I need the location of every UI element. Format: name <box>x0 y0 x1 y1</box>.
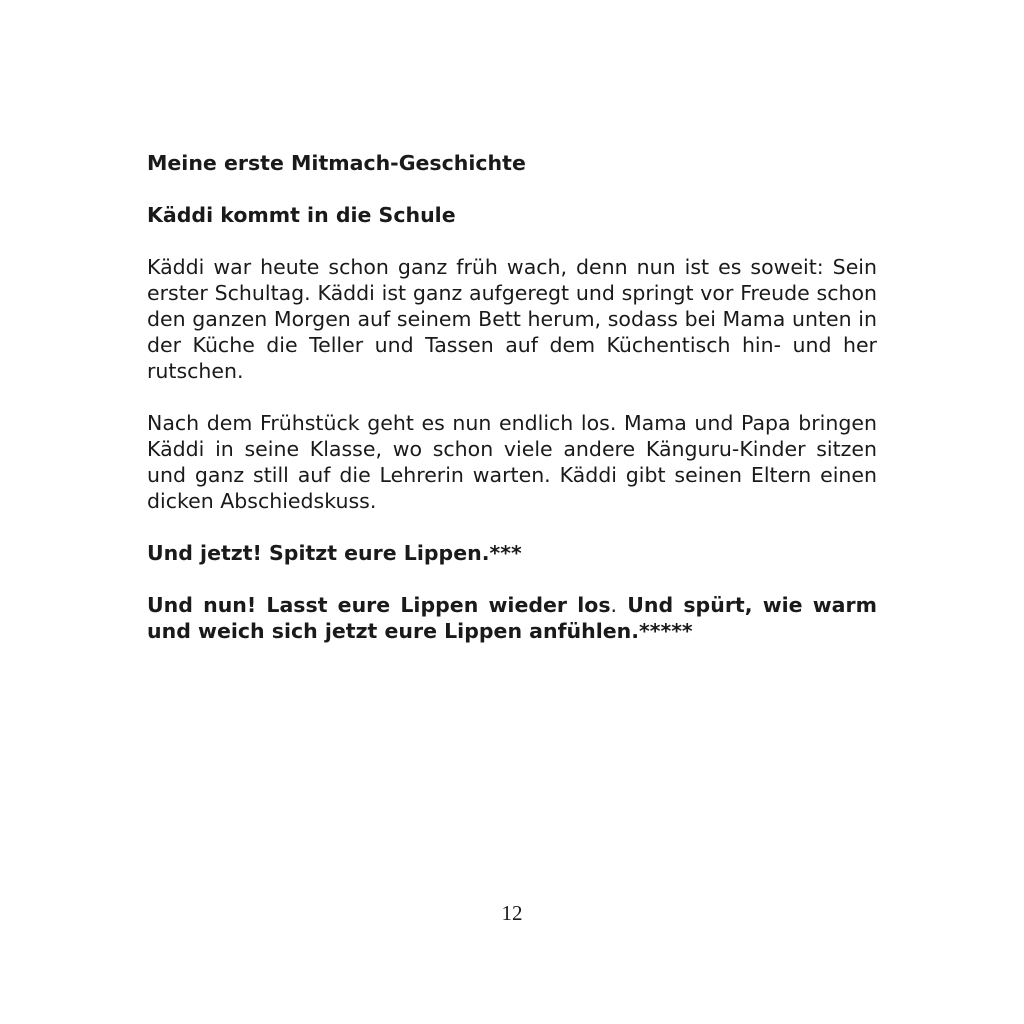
page-number: 12 <box>501 901 523 925</box>
instruction-lips-release <box>147 592 877 644</box>
story-paragraph: Nach dem Frühstück geht es nun endlich los. Mama und Papa bringen Käddi in seine Klasse, wo schon viele andere Känguru-Kinder sitzen und ganz still auf die Lehrerin warten. Käddi gibt seinen Eltern einen dicken Abschiedskuss. <box>147 411 877 513</box>
instruction-part: Und spürt, wie warm und weich sich jetzt eure Lippen anfühlen.***** <box>147 593 877 643</box>
story-paragraph: Käddi war heute schon ganz früh wach, denn nun ist es soweit: Sein erster Schultag. Käddi ist ganz aufgeregt und springt vor Freude schon den ganzen Morgen auf seinem Bett herum, sodass bei Mama unten in der Küche die Teller und Tassen auf dem Küchentisch hin- und her rutschen. <box>147 255 877 383</box>
instruction-period: . <box>610 593 618 617</box>
story-title: Käddi kommt in die Schule <box>147 203 456 227</box>
instruction-lips-purse: Und jetzt! Spitzt eure Lippen.*** <box>147 541 522 565</box>
instruction-part: Und nun! Lasst eure Lippen wieder los <box>147 593 611 617</box>
page-content <box>147 150 877 670</box>
document-title: Meine erste Mitmach-Geschichte <box>147 151 526 175</box>
